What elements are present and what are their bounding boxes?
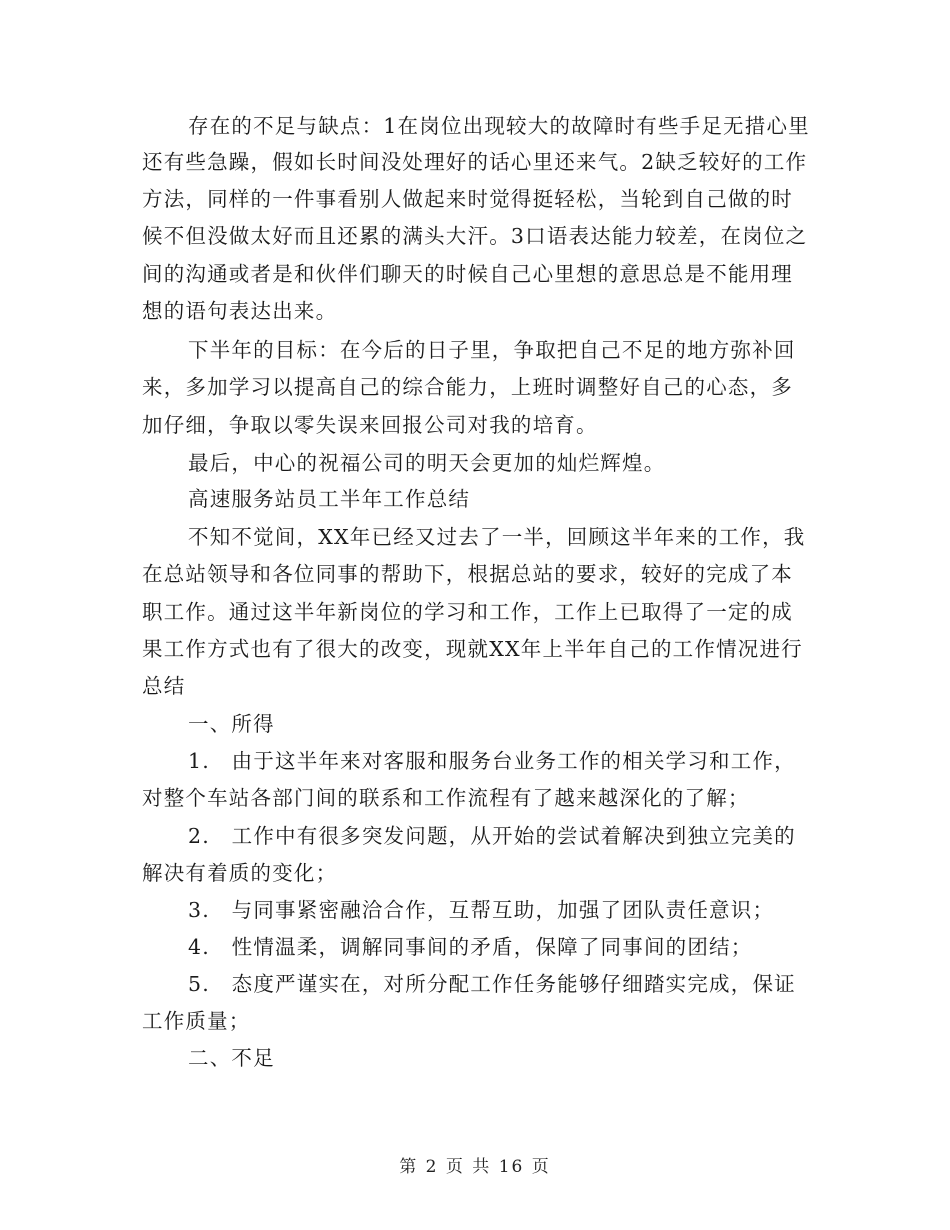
paragraph-line: 下半年的目标：在今后的日子里，争取把自己不足的地方弥补回 bbox=[188, 338, 796, 362]
list-item-line: 2. 工作中有很多突发问题，从开始的尝试着解决到独立完美的 bbox=[188, 824, 796, 848]
paragraph-line: 在总站领导和各位同事的帮助下，根据总站的要求，较好的完成了本 bbox=[142, 562, 793, 586]
paragraph-line: 还有些急躁，假如长时间没处理好的话心里还来气。2缺乏较好的工作 bbox=[142, 150, 808, 174]
section-heading: 一、所得 bbox=[188, 712, 275, 736]
page-number-footer: 第 2 页 共 16 页 bbox=[399, 1157, 551, 1177]
paragraph-line: 候不但没做太好而且还累的满头大汗。3口语表达能力较差，在岗位之 bbox=[142, 224, 808, 248]
list-item-line: 5. 态度严谨实在，对所分配工作任务能够仔细踏实完成，保证 bbox=[188, 972, 796, 996]
paragraph-line: 间的沟通或者是和伙伴们聊天的时候自己心里想的意思总是不能用理 bbox=[142, 262, 793, 286]
paragraph-line: 加仔细，争取以零失误来回报公司对我的培育。 bbox=[142, 413, 598, 437]
section-title: 高速服务站员工半年工作总结 bbox=[188, 487, 471, 511]
list-item-line: 解决有着质的变化； bbox=[142, 861, 338, 885]
list-item-line: 3. 与同事紧密融洽合作，互帮互助，加强了团队责任意识； bbox=[188, 898, 775, 922]
paragraph-line: 存在的不足与缺点：1在岗位出现较大的故障时有些手足无措心里 bbox=[188, 114, 810, 138]
paragraph-line: 最后，中心的祝福公司的明天会更加的灿烂辉煌。 bbox=[188, 451, 666, 475]
paragraph-line: 不知不觉间，XX年已经又过去了一半，回顾这半年来的工作，我 bbox=[188, 525, 806, 549]
section-heading: 二、不足 bbox=[188, 1046, 275, 1070]
list-item-line: 4. 性情温柔，调解同事间的矛盾，保障了同事间的团结； bbox=[188, 935, 753, 959]
paragraph-line: 总结 bbox=[142, 674, 186, 698]
list-item-line: 对整个车站各部门间的联系和工作流程有了越来越深化的了解； bbox=[142, 786, 750, 810]
paragraph-line: 来，多加学习以提高自己的综合能力，上班时调整好自己的心态，多 bbox=[142, 375, 793, 399]
paragraph-line: 想的语句表达出来。 bbox=[142, 299, 338, 323]
list-item-line: 工作质量； bbox=[142, 1009, 251, 1033]
paragraph-line: 职工作。通过这半年新岗位的学习和工作，工作上已取得了一定的成 bbox=[142, 600, 793, 624]
paragraph-line: 方法，同样的一件事看别人做起来时觉得挺轻松，当轮到自己做的时 bbox=[142, 187, 793, 211]
paragraph-line: 果工作方式也有了很大的改变，现就XX年上半年自己的工作情况进行 bbox=[142, 637, 803, 661]
list-item-line: 1. 由于这半年来对客服和服务台业务工作的相关学习和工作， bbox=[188, 749, 796, 773]
